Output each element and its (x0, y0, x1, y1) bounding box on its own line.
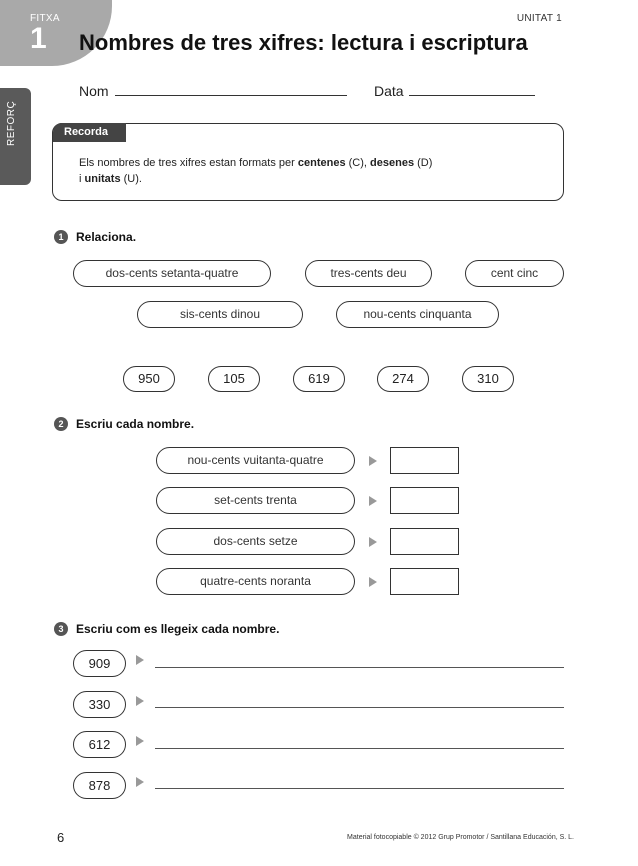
exercise-2-number: 2 (54, 417, 68, 431)
exercise-3-number: 3 (54, 622, 68, 636)
exercise-2-title: Escriu cada nombre. (76, 417, 195, 431)
arrow-right-icon (136, 736, 144, 746)
arrow-right-icon (136, 696, 144, 706)
page-number: 6 (57, 830, 65, 845)
number-pill: 330 (73, 691, 126, 718)
word-desenes: desenes (370, 157, 415, 169)
word-unitats: unitats (84, 173, 121, 185)
arrow-right-icon (369, 456, 377, 466)
reforc-label: REFORÇ (6, 100, 17, 146)
number-word-pill: nou-cents vuitanta-quatre (156, 447, 355, 474)
copyright-footer: Material fotocopiable © 2012 Grup Promotor / Santillana Educación, S. L. (347, 834, 574, 841)
number-pill[interactable]: 950 (123, 366, 175, 392)
number-word-pill: quatre-cents noranta (156, 568, 355, 595)
arrow-right-icon (136, 777, 144, 787)
word-pill[interactable]: nou-cents cinquanta (336, 301, 499, 328)
arrow-right-icon (136, 655, 144, 665)
word-pill[interactable]: cent cinc (465, 260, 564, 287)
word-centenes: centenes (297, 157, 346, 169)
date-label: Data (374, 83, 404, 99)
unit-label: UNITAT 1 (516, 13, 562, 24)
answer-box[interactable] (390, 447, 459, 474)
write-line[interactable] (155, 788, 564, 789)
word-pill[interactable]: tres-cents deu (305, 260, 432, 287)
name-label: Nom (79, 83, 109, 99)
number-pill[interactable]: 105 (208, 366, 260, 392)
answer-box[interactable] (390, 487, 459, 514)
arrow-right-icon (369, 496, 377, 506)
arrow-right-icon (369, 577, 377, 587)
name-field[interactable] (115, 95, 347, 96)
number-word-pill: set-cents trenta (156, 487, 355, 514)
number-pill: 878 (73, 772, 126, 799)
exercise-1-title: Relaciona. (76, 230, 137, 244)
number-pill: 909 (73, 650, 126, 677)
write-line[interactable] (155, 707, 564, 708)
recorda-heading: Recorda (53, 123, 126, 142)
answer-box[interactable] (390, 528, 459, 555)
word-pill[interactable]: sis-cents dinou (137, 301, 303, 328)
number-pill[interactable]: 310 (462, 366, 514, 392)
number-pill[interactable]: 274 (377, 366, 429, 392)
word-pill[interactable]: dos-cents setanta-quatre (73, 260, 271, 287)
page-title: Nombres de tres xifres: lectura i escriptura (79, 30, 528, 55)
exercise-1-number: 1 (54, 230, 68, 244)
number-word-pill: dos-cents setze (156, 528, 355, 555)
recorda-text: Els nombres de tres xifres estan formats per centenes (C), desenes (D) i unitats (U). (79, 157, 433, 185)
number-pill: 612 (73, 731, 126, 758)
write-line[interactable] (155, 667, 564, 668)
exercise-3-title: Escriu com es llegeix cada nombre. (76, 622, 280, 636)
answer-box[interactable] (390, 568, 459, 595)
date-field[interactable] (409, 95, 535, 96)
write-line[interactable] (155, 748, 564, 749)
fitxa-label: FITXA (30, 13, 60, 24)
arrow-right-icon (369, 537, 377, 547)
fitxa-number: 1 (30, 22, 47, 55)
number-pill[interactable]: 619 (293, 366, 345, 392)
